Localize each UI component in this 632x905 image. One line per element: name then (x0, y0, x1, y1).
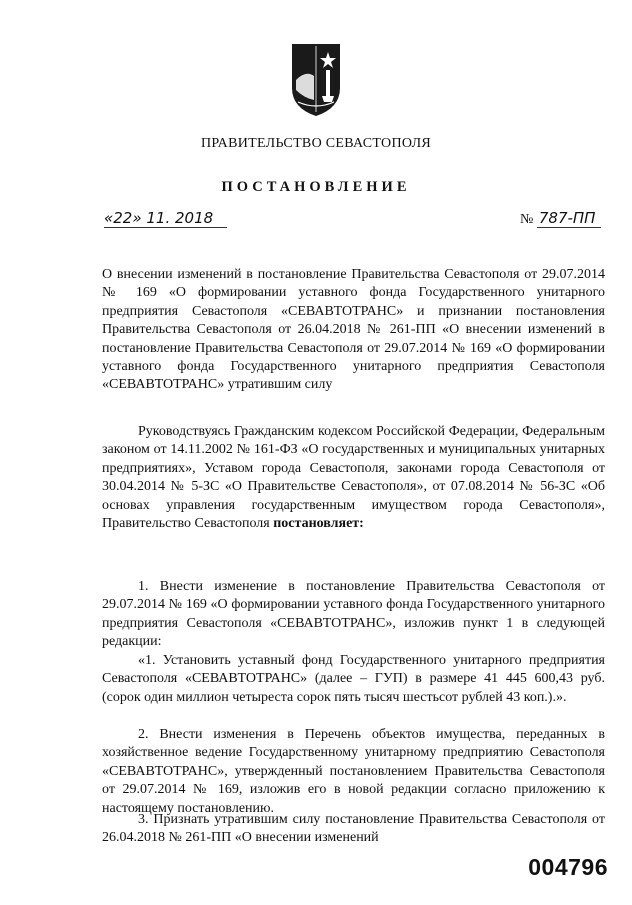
government-name: ПРАВИТЕЛЬСТВО СЕВАСТОПОЛЯ (200, 136, 432, 151)
item-2: 2. Внести изменения в Перечень объектов имущества, переданных в хозяйственное ведение Государственному унитарному предприятию Севастополя «СЕВАВТОТРАНС», утвержденный постановлением Правительства Севастополя от 29.07.2014 № 169, изложив его в новой редакции согласно приложению к настоящему постановлению. (102, 727, 605, 816)
decree-subject: О внесении изменений в постановление Правительства Севастополя от 29.07.2014 № 169 «О формировании уставного фонда Государственного унитарного предприятия Севастополя «СЕВАВТОТРАНС» и признании постановления Правительства Севастополя от 26.04.2018 № 261-ПП «О внесении изменений в постановление Правительства Севастополя от 29.07.2014 № 169 «О формировании уставного фонда Государственного унитарного предприятия Севастополя «СЕВАВТОТРАНС» утратившим силу (102, 267, 605, 393)
serial-stamp-number: 004796 (528, 854, 608, 880)
item-3: 3. Признать утратившим силу постановление Правительства Севастополя от 26.04.2018 № 261-ПП «О внесении изменений (102, 812, 605, 846)
decree-date: «22» 11. 2018 (104, 209, 227, 228)
document-type-title: ПОСТАНОВЛЕНИЕ (221, 179, 411, 195)
coat-of-arms-emblem (288, 40, 344, 118)
number-value: 787-ПП (537, 209, 602, 228)
decree-word: постановляет: (273, 516, 364, 532)
number-label: № (520, 212, 534, 227)
item-1: 1. Внести изменение в постановление Правительства Севастополя от 29.07.2014 № 169 «О формировании уставного фонда Государственного унитарного предприятия Севастополя «СЕВАВТОТРАНС», изложив пункт 1 в следующей редакции: (102, 579, 605, 650)
legal-basis-paragraph (102, 423, 605, 533)
decree-number (520, 209, 601, 228)
item-1-quote: «1. Установить уставный фонд Государственного унитарного предприятия Севастополя «СЕВАВТОТРАНС» (далее – ГУП) в размере 41 445 600,43 руб. (сорок один миллион четыреста сорок пять тысяч шестьсот рублей 43 коп.).». (102, 653, 605, 705)
legal-basis-text: Руководствуясь Гражданским кодексом Российской Федерации, Федеральным законом от 14.11.2002 № 161-ФЗ «О государственных и муниципальных унитарных предприятиях», Уставом города Севастополя, законами города Севастополя от 30.04.2014 № 5-ЗС «О Правительстве Севастополя», от 07.08.2014 № 56-ЗС «Об основах управления государственным имуществом города Севастополя», Правительство Севастополя (102, 424, 605, 532)
